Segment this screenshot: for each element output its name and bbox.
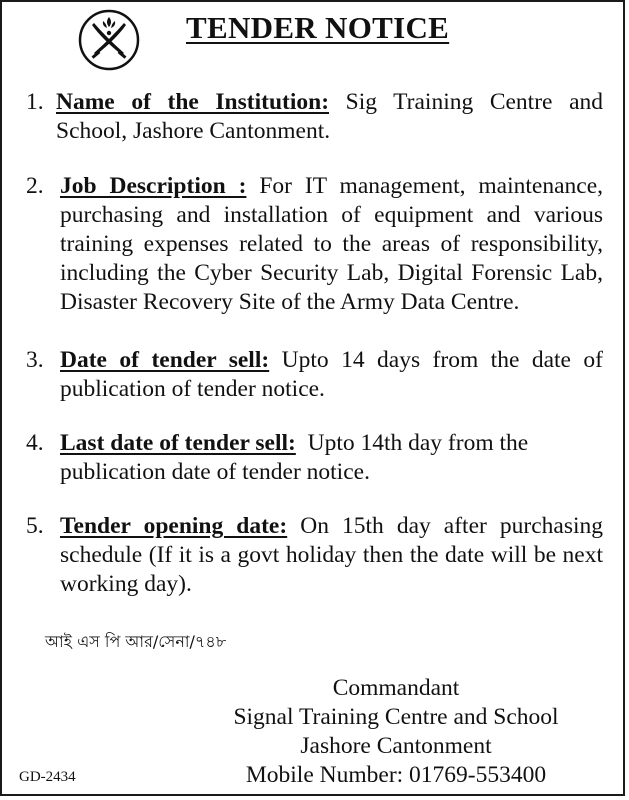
item-body: On 15th day after purchasing schedule (If it is a govt holiday then the date will be next working day).: [60, 513, 603, 597]
item-text: [56, 88, 603, 146]
item-label: Job Description :: [60, 173, 247, 199]
item-body: Sig Training Centre and School, Jashore Cantonment.: [56, 89, 603, 144]
signatory-location: Jashore Cantonment: [300, 733, 492, 759]
signatory-organization: Signal Training Centre and School: [233, 704, 559, 730]
page-title: TENDER NOTICE: [186, 10, 450, 45]
signature-block: [196, 674, 596, 790]
item-text: [60, 429, 539, 487]
document-code: GD-2434: [19, 769, 76, 785]
item-label: Name of the Institution:: [56, 89, 330, 115]
item-number: 1.: [26, 89, 44, 115]
item-label: Date of tender sell:: [60, 347, 270, 373]
item-body: For IT management, maintenance, purchasing and installation of equipment and various training expenses related to the areas of responsibility, including the Cyber Security Lab, Digital Forensic Lab, Disaster Recovery Site of the Army Data Centre.: [60, 173, 604, 315]
item-body: Upto 14th day from the publication date of tender notice.: [60, 430, 535, 485]
item-body: Upto 14 days from the date of publication of tender notice.: [60, 347, 603, 402]
item-label: Tender opening date:: [60, 513, 288, 539]
item-text: [60, 346, 603, 404]
reference-number: আই এস পি আর/সেনা/৭৪৮: [45, 632, 227, 651]
item-text: [60, 512, 603, 599]
item-number: 4.: [26, 430, 44, 456]
item-number: 5.: [26, 513, 44, 539]
item-number: 3.: [26, 347, 44, 373]
item-number: 2.: [26, 173, 44, 199]
mobile-number: Mobile Number: 01769-553400: [245, 762, 547, 788]
signatory-designation: Commandant: [332, 675, 460, 701]
item-text: [60, 172, 603, 317]
army-emblem-icon: [78, 9, 140, 71]
item-label: Last date of tender sell:: [60, 430, 296, 456]
